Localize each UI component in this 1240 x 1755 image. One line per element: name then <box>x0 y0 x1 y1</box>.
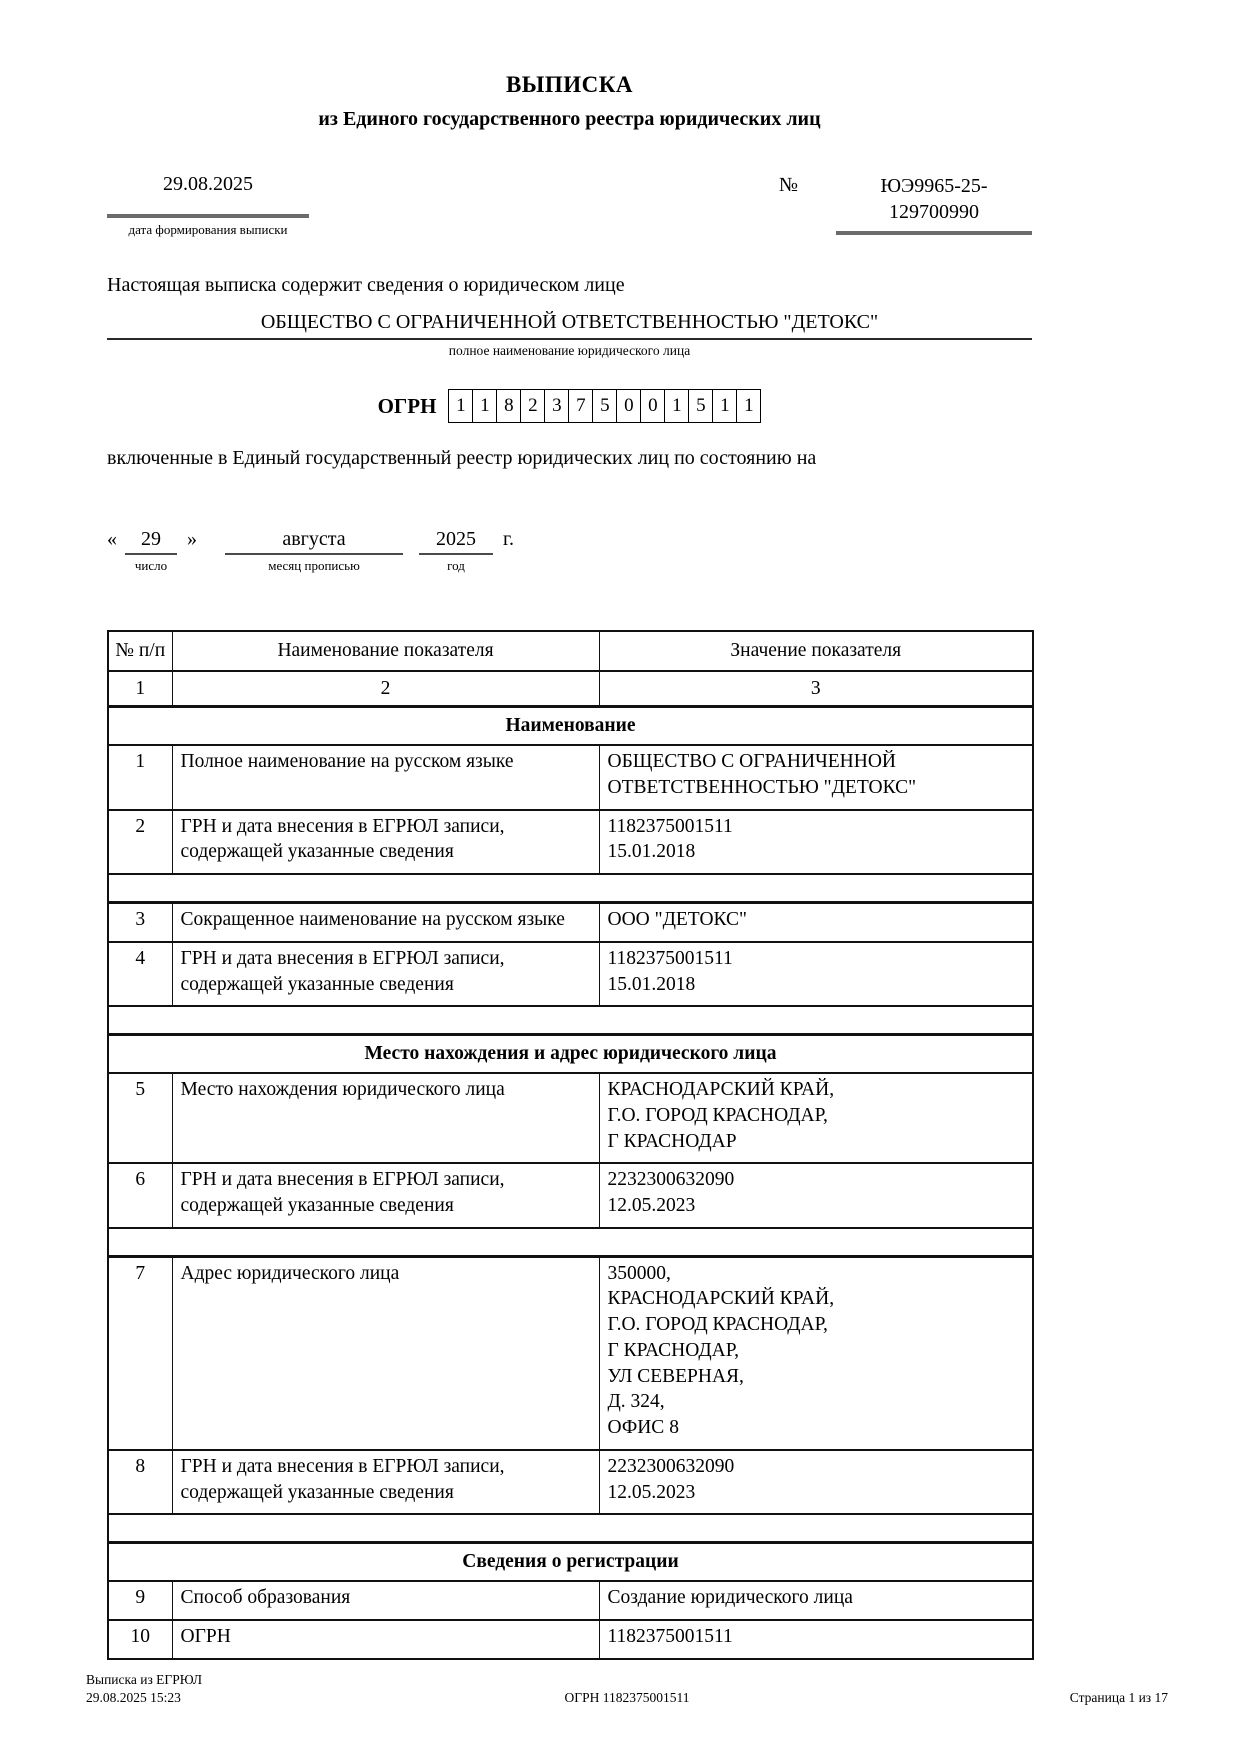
spacer-row <box>108 874 1033 903</box>
ogrn-digit-cell: 1 <box>713 390 737 422</box>
year-suffix: г. <box>503 528 514 550</box>
as-of-month-unit <box>225 528 403 574</box>
ogrn-digit-cell: 5 <box>593 390 617 422</box>
ogrn-digit-cell: 8 <box>497 390 521 422</box>
indicator-name-cell: Способ образования <box>172 1581 599 1620</box>
page-content <box>107 0 1032 1660</box>
row-number-cell: 8 <box>108 1450 172 1514</box>
indicator-value-cell: КРАСНОДАРСКИЙ КРАЙ, Г.О. ГОРОД КРАСНОДАР, Г КРАСНОДАР <box>599 1073 1033 1163</box>
header-cell-num: № п/п <box>108 631 172 671</box>
spacer-row <box>108 1006 1033 1035</box>
company-name-block <box>107 311 1032 340</box>
row-number-cell: 3 <box>108 903 172 942</box>
row-number-cell: 5 <box>108 1073 172 1163</box>
row-number-cell: 4 <box>108 942 172 1006</box>
spacer-cell <box>108 1228 1033 1257</box>
header-meta-row <box>107 173 1032 238</box>
col-number-3: 3 <box>599 671 1033 707</box>
section-title: Сведения о регистрации <box>108 1543 1033 1581</box>
document-subtitle: из Единого государственного реестра юридических лиц <box>318 108 821 130</box>
row-number-cell: 2 <box>108 810 172 874</box>
spacer-row <box>108 1514 1033 1543</box>
table-row <box>108 942 1033 1006</box>
section-header-row <box>108 707 1033 745</box>
header-cell-name: Наименование показателя <box>172 631 599 671</box>
table-row <box>108 1256 1033 1450</box>
indicator-value-cell: 2232300632090 12.05.2023 <box>599 1163 1033 1227</box>
ogrn-digit-cell: 1 <box>744 395 754 416</box>
col-number-1: 1 <box>108 671 172 707</box>
company-full-name: ОБЩЕСТВО С ОГРАНИЧЕННОЙ ОТВЕТСТВЕННОСТЬЮ "ДЕТОКС" <box>260 311 879 333</box>
ogrn-digit-cell: 1 <box>473 390 497 422</box>
formation-date-value: 29.08.2025 <box>107 173 309 218</box>
indicator-value-cell: ОБЩЕСТВО С ОГРАНИЧЕННОЙ ОТВЕТСТВЕННОСТЬЮ "ДЕТОКС" <box>599 745 1033 809</box>
table-header-row <box>108 631 1033 671</box>
ogrn-digit-cell: 1 <box>665 390 689 422</box>
table-row <box>108 1581 1033 1620</box>
open-quote: « <box>107 528 117 550</box>
page-footer <box>86 1671 1168 1707</box>
as-of-month: августа <box>225 528 403 555</box>
indicator-name-cell: ОГРН <box>172 1620 599 1659</box>
indicator-value-cell: Создание юридического лица <box>599 1581 1033 1620</box>
as-of-day-label: число <box>134 558 168 573</box>
close-quote: » <box>187 528 197 550</box>
as-of-day: 29 <box>125 528 177 555</box>
row-number-cell: 10 <box>108 1620 172 1659</box>
section-header-row <box>108 1543 1033 1581</box>
indicator-value-cell: 1182375001511 15.01.2018 <box>599 810 1033 874</box>
table-row <box>108 1073 1033 1163</box>
document-number-line2: 129700990 <box>889 201 979 223</box>
col-number-2: 2 <box>172 671 599 707</box>
section-title: Наименование <box>108 707 1033 745</box>
row-number-cell: 7 <box>108 1256 172 1450</box>
as-of-year: 2025 <box>419 528 493 555</box>
table-row <box>108 1450 1033 1514</box>
ogrn-digit-cell: 0 <box>617 390 641 422</box>
spacer-cell <box>108 874 1033 903</box>
formation-date-block <box>107 173 309 238</box>
document-number-block <box>779 173 1032 235</box>
indicator-name-cell: Адрес юридического лица <box>172 1256 599 1450</box>
column-numbers-row <box>108 671 1033 707</box>
indicator-name-cell: ГРН и дата внесения в ЕГРЮЛ записи, содержащей указанные сведения <box>172 942 599 1006</box>
document-number-value <box>836 173 1032 235</box>
row-number-cell: 9 <box>108 1581 172 1620</box>
registry-table <box>107 630 1034 1660</box>
ogrn-row <box>107 389 1032 423</box>
as-of-month-label: месяц прописью <box>268 558 360 573</box>
indicator-value-cell: ООО "ДЕТОКС" <box>599 903 1033 942</box>
indicator-value-cell: 1182375001511 <box>599 1620 1033 1659</box>
row-number-cell: 6 <box>108 1163 172 1227</box>
ogrn-digit-cell: 3 <box>545 390 569 422</box>
document-title: ВЫПИСКА <box>505 72 634 97</box>
indicator-value-cell: 1182375001511 15.01.2018 <box>599 942 1033 1006</box>
as-of-day-unit <box>125 528 177 574</box>
ogrn-digit-cell: 2 <box>521 390 545 422</box>
table-row <box>108 745 1033 809</box>
intro-text: Настоящая выписка содержит сведения о юридическом лице <box>107 274 625 296</box>
header-cell-value: Значение показателя <box>599 631 1033 671</box>
ogrn-label: ОГРН <box>377 393 437 418</box>
as-of-year-unit <box>419 528 493 574</box>
as-of-date-row <box>107 528 1032 574</box>
spacer-row <box>108 1228 1033 1257</box>
row-number-cell: 1 <box>108 745 172 809</box>
registry-table-body <box>108 631 1033 1659</box>
section-header-row <box>108 1035 1033 1073</box>
table-row <box>108 1620 1033 1659</box>
ogrn-digit-cell: 5 <box>689 390 713 422</box>
table-row <box>108 903 1033 942</box>
ogrn-digit-cell: 1 <box>449 390 473 422</box>
spacer-cell <box>108 1514 1033 1543</box>
document-number-line1: ЮЭ9965-25- <box>880 175 988 197</box>
footer-datetime: 29.08.2025 15:23 <box>86 1689 181 1705</box>
company-name-label: полное наименование юридического лица <box>448 343 691 358</box>
spacer-cell <box>108 1006 1033 1035</box>
number-sign: № <box>778 174 798 196</box>
indicator-name-cell: Место нахождения юридического лица <box>172 1073 599 1163</box>
included-line: включенные в Единый государственный реестр юридических лиц по состоянию на <box>107 447 817 469</box>
indicator-name-cell: ГРН и дата внесения в ЕГРЮЛ записи, содержащей указанные сведения <box>172 810 599 874</box>
ogrn-digit-boxes <box>448 389 761 423</box>
indicator-value-cell: 2232300632090 12.05.2023 <box>599 1450 1033 1514</box>
footer-left <box>86 1671 386 1707</box>
ogrn-digit-cell: 0 <box>641 390 665 422</box>
table-row <box>108 810 1033 874</box>
indicator-name-cell: ГРН и дата внесения в ЕГРЮЛ записи, содержащей указанные сведения <box>172 1450 599 1514</box>
footer-page-number: Страница 1 из 17 <box>1069 1689 1168 1705</box>
indicator-value-cell: 350000, КРАСНОДАРСКИЙ КРАЙ, Г.О. ГОРОД КРАСНОДАР, Г КРАСНОДАР, УЛ СЕВЕРНАЯ, Д. 324, ОФИС 8 <box>599 1256 1033 1450</box>
as-of-year-label: год <box>447 558 465 573</box>
ogrn-digit-cell: 7 <box>569 390 593 422</box>
formation-date-label: дата формирования выписки <box>128 222 288 237</box>
section-title: Место нахождения и адрес юридического лица <box>108 1035 1033 1073</box>
table-row <box>108 1163 1033 1227</box>
indicator-name-cell: ГРН и дата внесения в ЕГРЮЛ записи, содержащей указанные сведения <box>172 1163 599 1227</box>
indicator-name-cell: Полное наименование на русском языке <box>172 745 599 809</box>
indicator-name-cell: Сокращенное наименование на русском языке <box>172 903 599 942</box>
footer-ogrn: ОГРН 1182375001511 <box>564 1689 690 1705</box>
footer-doc-type: Выписка из ЕГРЮЛ <box>86 1671 203 1687</box>
